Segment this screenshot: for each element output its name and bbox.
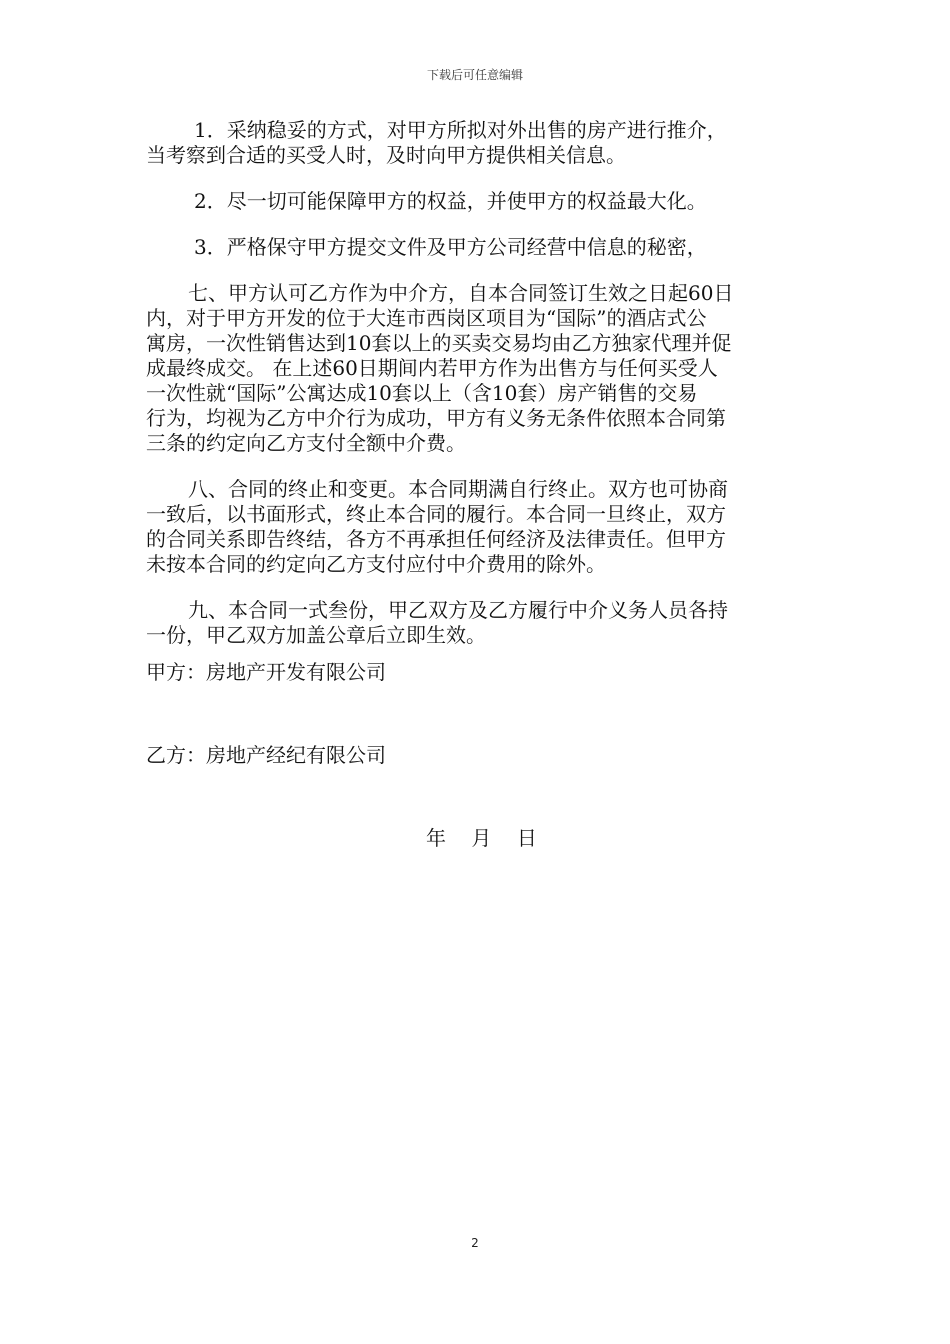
text-line: 一次性就“国际”公寓达成10套以上（含10套）房产销售的交易 [146,381,698,405]
party-a-signature: 甲方：房地产开发有限公司 [146,660,386,684]
text-line: 七、甲方认可乙方作为中介方，自本合同签订生效之日起60日 [188,281,734,305]
text-line: 一份，甲乙双方加盖公章后立即生效。 [146,623,486,647]
text-line: 寓房，一次性销售达到10套以上的买卖交易均由乙方独家代理并促 [146,331,732,355]
text-line: 行为，均视为乙方中介行为成功，甲方有义务无条件依照本合同第 [146,406,726,430]
paragraph-clause-9 [146,598,806,648]
text-line: 内，对于甲方开发的位于大连市西岗区项目为“国际”的酒店式公 [146,306,707,330]
page-header-note: 下载后可任意编辑 [426,68,523,82]
paragraph-clause-8 [146,477,806,577]
text-line: 一致后，以书面形式，终止本合同的履行。本合同一旦终止，双方 [146,502,726,526]
text-line: 三条的约定向乙方支付全额中介费。 [146,431,466,455]
text-line: 当考察到合适的买受人时，及时向甲方提供相关信息。 [146,143,626,167]
contract-body [146,118,806,669]
text-line: 的合同关系即告终结，各方不再承担任何经济及法律责任。但甲方 [146,527,726,551]
paragraph-clause-7 [146,281,806,456]
text-line: 未按本合同的约定向乙方支付应付中介费用的除外。 [146,552,606,576]
page-number: 2 [471,1236,479,1250]
text-line: 2．尽一切可能保障甲方的权益，并使甲方的权益最大化。 [194,189,707,213]
party-b-signature: 乙方：房地产经纪有限公司 [146,743,386,767]
paragraph-item-3 [146,235,806,260]
paragraph-item-1 [146,118,806,168]
text-line: 九、本合同一式叁份，甲乙双方及乙方履行中介义务人员各持 [188,598,728,622]
text-line: 八、合同的终止和变更。本合同期满自行终止。双方也可协商 [188,477,728,501]
text-line: 1．采纳稳妥的方式，对甲方所拟对外出售的房产进行推介， [194,118,727,142]
text-line: 3．严格保守甲方提交文件及甲方公司经营中信息的秘密， [194,235,707,259]
paragraph-item-2 [146,189,806,214]
text-line: 成最终成交。 在上述60日期间内若甲方作为出售方与任何买受人 [146,356,718,380]
date-line: 年 月 日 [426,826,537,850]
